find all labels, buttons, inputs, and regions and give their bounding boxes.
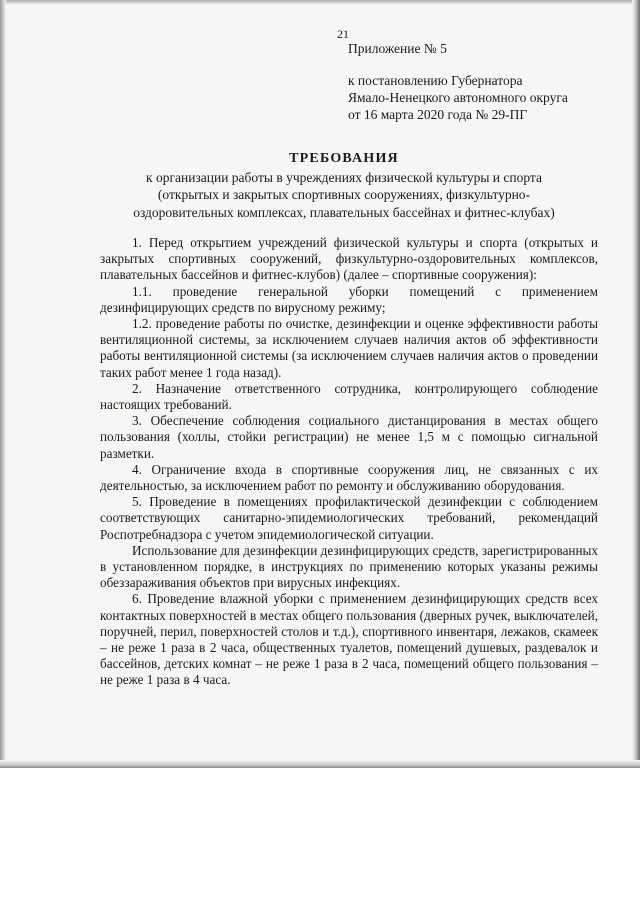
document-heading	[86, 150, 602, 221]
paragraph-2: 2. Назначение ответственного сотрудника, контролирующего соблюдение настоящих требований.	[100, 380, 598, 413]
document-subtitle-line: оздоровительных комплексах, плавательных бассейнах и фитнес-клубах)	[133, 204, 555, 220]
paragraph-1-2: 1.2. проведение работы по очистке, дезинфекции и оценке эффективности работы вентиляционной системы, за исключением случаев наличия актов об эффективности работы вентиляционной системы (за исключением случаев наличия актов о проведении таких работ менее 1 года назад).	[100, 316, 598, 380]
document-subtitle-line: (открытых и закрытых спортивных сооружениях, физкультурно-	[157, 187, 531, 202]
paragraph-5: 5. Проведение в помещениях профилактической дезинфекции с соблюдением соответствующих санитарно-эпидемиологических требований, рекомендаций Роспотребнадзора с учетом эпидемиологической ситуации.	[100, 494, 598, 542]
page-edge-left	[0, 0, 6, 768]
paragraph-3: 3. Обеспечение соблюдения социального дистанцирования в местах общего пользования (холлы, стойки регистрации) не менее 1,5 м с помощью сигнальной разметки.	[100, 413, 598, 461]
appendix-title: Приложение № 5	[348, 41, 447, 56]
page-edge-top	[0, 0, 640, 5]
document-subtitle-line: к организации работы в учреждениях физической культуры и спорта	[146, 169, 542, 185]
page-number: 21	[337, 27, 349, 41]
appendix-line: Ямало-Ненецкого автономного округа	[348, 90, 568, 105]
paragraph-1: 1. Перед открытием учреждений физической культуры и спорта (открытых и закрытых спортивных сооружений, физкультурно-оздоровительных комплексов, плавательных бассейнов и фитнес-клубов) (далее – спортивные сооружения):	[100, 235, 598, 283]
appendix-line: к постановлению Губернатора	[348, 73, 523, 88]
paragraph-4: 4. Ограничение входа в спортивные сооружения лиц, не связанных с их деятельностью, за исключением работ по ремонту и обслуживанию оборудования.	[100, 461, 598, 494]
document-title: ТРЕБОВАНИЯ	[289, 151, 399, 166]
paragraph-6: 6. Проведение влажной уборки с применением дезинфицирующих средств всех контактных поверхностей в местах общего пользования (дверных ручек, выключателей, поручней, перил, поверхностей столов и т.д.), спортивного инвентаря, лежаков, скамеек – не реже 1 раза в 2 часа, общественных туалетов, помещений душевых, раздевалок и бассейнов, детских комнат – не реже 1 раза в 2 часа, помещений общего пользования – не реже 1 раза в 4 часа.	[100, 591, 598, 688]
appendix-block	[348, 40, 568, 123]
paragraph-1-1: 1.1. проведение генеральной уборки помещений с применением дезинфицирующих средств по вирусному режиму;	[100, 283, 598, 315]
appendix-line: от 16 марта 2020 года № 29-ПГ	[348, 107, 528, 122]
page-edge-right	[632, 0, 640, 768]
page-edge-bottom	[0, 760, 640, 768]
document-body	[100, 235, 598, 689]
paragraph-5-usage: Использование для дезинфекции дезинфицирующих средств, зарегистрированных в установленном порядке, в инструкциях по применению которых указаны режимы обеззараживания объектов при вирусных инфекциях.	[100, 542, 598, 591]
